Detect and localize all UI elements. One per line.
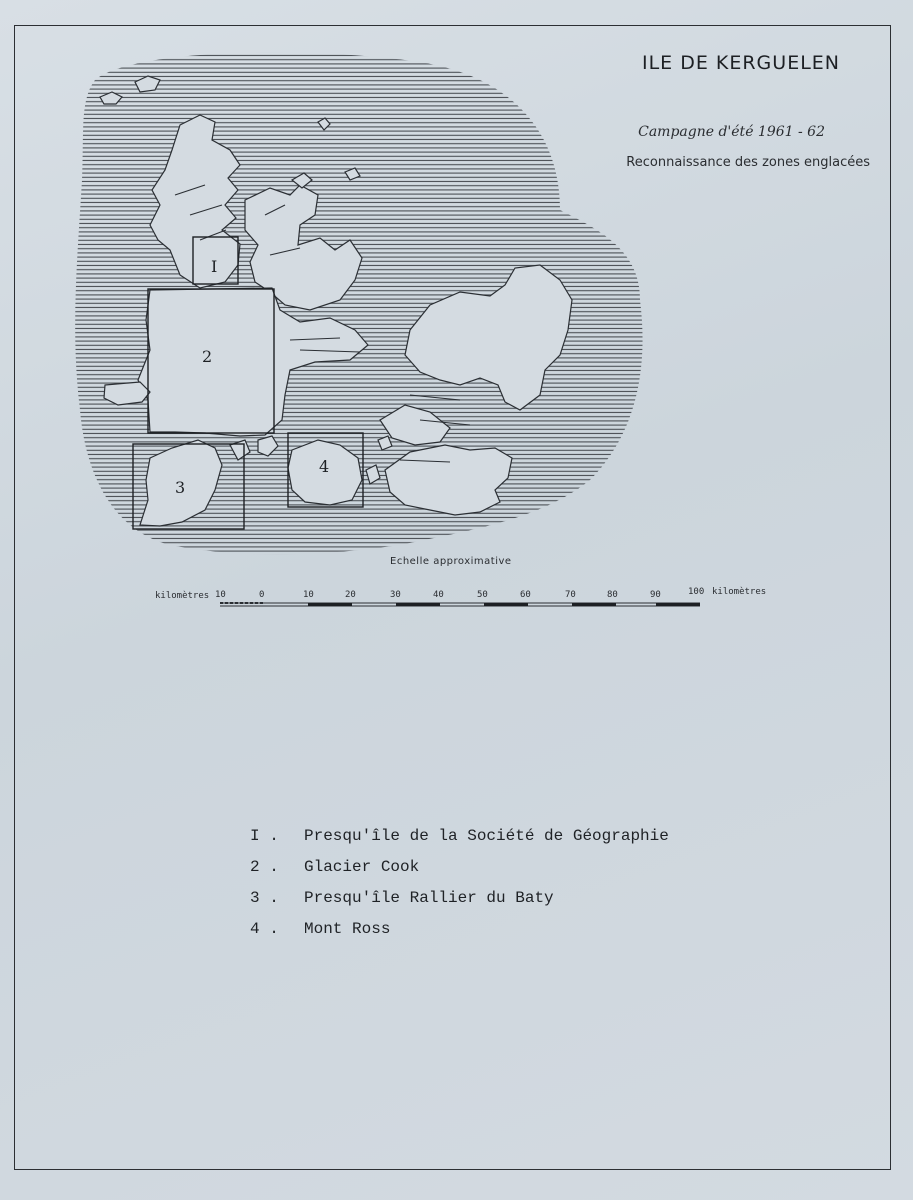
map-title: ILE DE KERGUELEN (641, 52, 840, 74)
legend-number: I . (250, 826, 279, 845)
scale-tick-label: 100 (688, 587, 705, 597)
scale-tick-label: 70 (565, 590, 576, 600)
legend-label: Presqu'île de la Société de Géographie (304, 826, 669, 845)
legend-label: Glacier Cook (304, 857, 420, 876)
reconnaissance-subtitle: Reconnaissance des zones englacées (626, 155, 870, 170)
scale-tick-label: 40 (433, 590, 444, 600)
scale-unit-right: kilomètres (712, 587, 767, 597)
zone-3-label: 3 (175, 478, 186, 497)
legend-number: 4 . (250, 919, 279, 938)
legend-item (250, 820, 750, 851)
scale-tick-label: 10 (303, 590, 314, 600)
scale-bar (155, 586, 766, 606)
legend-label: Presqu'île Rallier du Baty (304, 888, 554, 907)
scale-tick-label: 80 (607, 590, 618, 600)
scale-tick-label: 50 (477, 590, 488, 600)
zone-2-label: 2 (202, 347, 213, 366)
legend-label: Mont Ross (304, 919, 391, 938)
scale-tick-label: 10 (215, 590, 226, 600)
legend-number: 3 . (250, 888, 279, 907)
campaign-subtitle: Campagne d'été 1961 - 62 (638, 124, 825, 140)
scale-tick-label: 30 (390, 590, 401, 600)
legend-number: 2 . (250, 857, 279, 876)
legend-item (250, 882, 750, 913)
zone-4-label: 4 (319, 457, 330, 476)
scale-tick-label: 90 (650, 590, 661, 600)
zone-1-label: I (211, 257, 218, 276)
legend-item (250, 913, 750, 944)
scale-tick-label: 60 (520, 590, 531, 600)
scale-unit-left: kilomètres (155, 591, 210, 601)
scale-tick-label: 20 (345, 590, 356, 600)
zone-legend (250, 820, 750, 944)
legend-item (250, 851, 750, 882)
scale-title: Echelle approximative (390, 556, 512, 567)
scale-tick-label: 0 (259, 590, 265, 600)
